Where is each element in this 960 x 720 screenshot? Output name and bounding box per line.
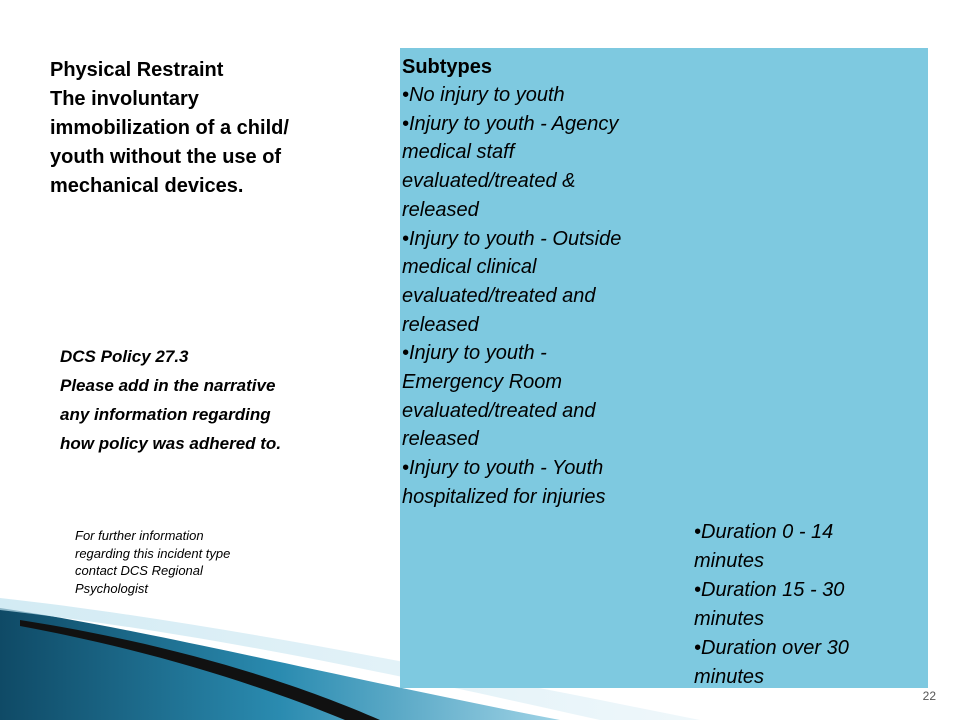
duration-line: •Duration over 30 [694,637,849,659]
title-heading: Physical Restraint [50,59,224,81]
policy-line: DCS Policy 27.3 [60,347,189,366]
durations-list [694,518,914,692]
policy-line: how policy was adhered to. [60,434,282,453]
further-info-line: regarding this incident type [75,545,231,561]
subtype-line: evaluated/treated & [402,170,576,193]
subtype-line: medical clinical [402,256,537,279]
definition-line: mechanical devices. [50,175,244,197]
definition-line: immobilization of a child/ [50,117,289,139]
subtypes-panel [400,48,928,688]
policy-note [60,342,360,458]
duration-line: minutes [694,666,765,688]
subtype-line: hospitalized for injuries [402,485,606,508]
subtype-line: •Injury to youth - Youth [402,457,604,480]
subtype-line: •Injury to youth - [402,342,547,365]
subtype-line: •Injury to youth - Agency [402,112,619,135]
subtypes-list [402,81,677,512]
definition-line: The involuntary [50,88,199,110]
subtype-line: released [402,198,479,221]
subtype-line: released [402,428,479,451]
subtype-line: evaluated/treated and [402,284,596,307]
further-info-line: Psychologist [75,580,148,596]
page-number: 22 [922,689,936,703]
subtype-line: Emergency Room [402,371,563,394]
further-info-note [75,527,295,597]
further-info-line: contact DCS Regional [75,563,203,578]
subtypes-heading: Subtypes [402,56,493,78]
duration-line: •Duration 0 - 14 [694,521,834,543]
subtype-line: released [402,313,479,336]
policy-line: any information regarding [60,405,271,424]
duration-line: minutes [694,550,765,572]
duration-line: minutes [694,608,765,630]
further-info-line: For further information [75,528,204,543]
subtype-line: evaluated/treated and [402,399,596,422]
subtype-line: •No injury to youth [402,84,565,106]
policy-line: Please add in the narrative [60,376,276,395]
slide-title-block [50,56,370,201]
subtype-line: medical staff [402,141,515,164]
duration-line: •Duration 15 - 30 [694,579,845,601]
subtype-line: •Injury to youth - Outside [402,227,622,250]
definition-line: youth without the use of [50,146,282,168]
